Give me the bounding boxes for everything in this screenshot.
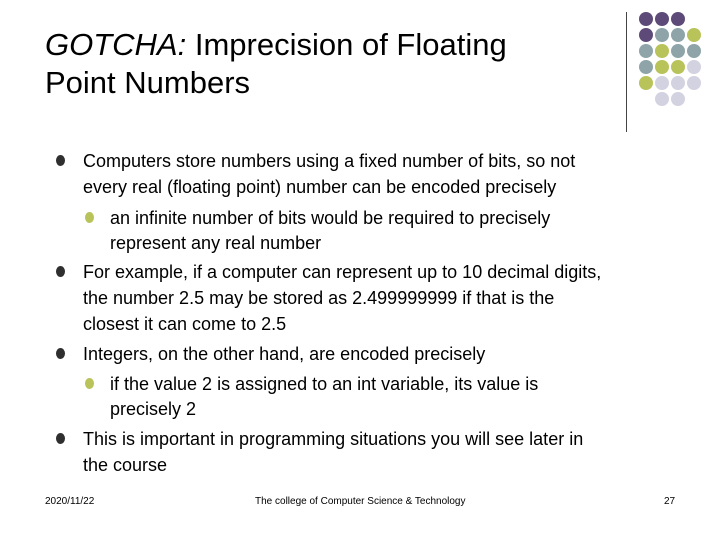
sub-bullet-icon bbox=[85, 212, 94, 223]
title-main: Imprecision of Floating bbox=[186, 27, 507, 62]
bullet-icon bbox=[56, 266, 65, 277]
decor-dot bbox=[671, 28, 685, 42]
sub-bullet-2-line-1: if the value 2 is assigned to an int variable, its value is bbox=[110, 374, 539, 394]
decor-dot bbox=[655, 12, 669, 26]
sub-bullet-2-line-2: precisely 2 bbox=[110, 399, 197, 419]
footer-organization: The college of Computer Science & Technology bbox=[255, 496, 466, 507]
decorative-divider bbox=[626, 12, 627, 132]
decor-dot bbox=[639, 76, 653, 90]
decor-dot bbox=[639, 12, 653, 26]
decor-dot bbox=[655, 28, 669, 42]
decor-dot bbox=[655, 92, 669, 106]
decor-dot bbox=[671, 12, 685, 26]
decor-dot bbox=[671, 44, 685, 58]
decor-dot bbox=[687, 60, 701, 74]
bullet-3-line-1: Integers, on the other hand, are encoded precisely bbox=[83, 344, 486, 364]
decor-dot bbox=[639, 28, 653, 42]
bullet-icon bbox=[56, 433, 65, 444]
decor-dot bbox=[687, 76, 701, 90]
bullet-4-line-1: This is important in programming situations you will see later in bbox=[83, 429, 584, 449]
decor-dot bbox=[671, 92, 685, 106]
decor-dot bbox=[687, 28, 701, 42]
decor-dot bbox=[655, 60, 669, 74]
bullet-4-line-2: the course bbox=[83, 455, 168, 475]
footer-page-number: 27 bbox=[664, 496, 676, 507]
decor-dot bbox=[671, 76, 685, 90]
bullet-icon bbox=[56, 348, 65, 359]
title-line-2: Point Numbers bbox=[45, 65, 251, 100]
decor-dot bbox=[687, 44, 701, 58]
decor-dot bbox=[655, 44, 669, 58]
decor-dot bbox=[639, 44, 653, 58]
bullet-2-line-3: closest it can come to 2.5 bbox=[83, 314, 287, 334]
bullet-1-line-1: Computers store numbers using a fixed number of bits, so not bbox=[83, 151, 576, 171]
bullet-2-line-1: For example, if a computer can represent up to 10 decimal digits, bbox=[83, 262, 602, 282]
title-emphasis: GOTCHA: bbox=[45, 27, 187, 62]
decorative-dot-grid bbox=[639, 12, 719, 122]
bullet-2-line-2: the number 2.5 may be stored as 2.499999999 if that is the bbox=[83, 288, 555, 308]
footer-date: 2020/11/22 bbox=[45, 496, 95, 507]
decor-dot bbox=[639, 60, 653, 74]
sub-bullet-1-line-1: an infinite number of bits would be required to precisely bbox=[110, 208, 551, 228]
decor-dot bbox=[671, 60, 685, 74]
decor-dot bbox=[655, 76, 669, 90]
sub-bullet-1-line-2: represent any real number bbox=[110, 233, 322, 253]
sub-bullet-icon bbox=[85, 378, 94, 389]
slide-title bbox=[45, 26, 615, 102]
bullet-icon bbox=[56, 155, 65, 166]
bullet-1-line-2: every real (floating point) number can be encoded precisely bbox=[83, 177, 557, 197]
